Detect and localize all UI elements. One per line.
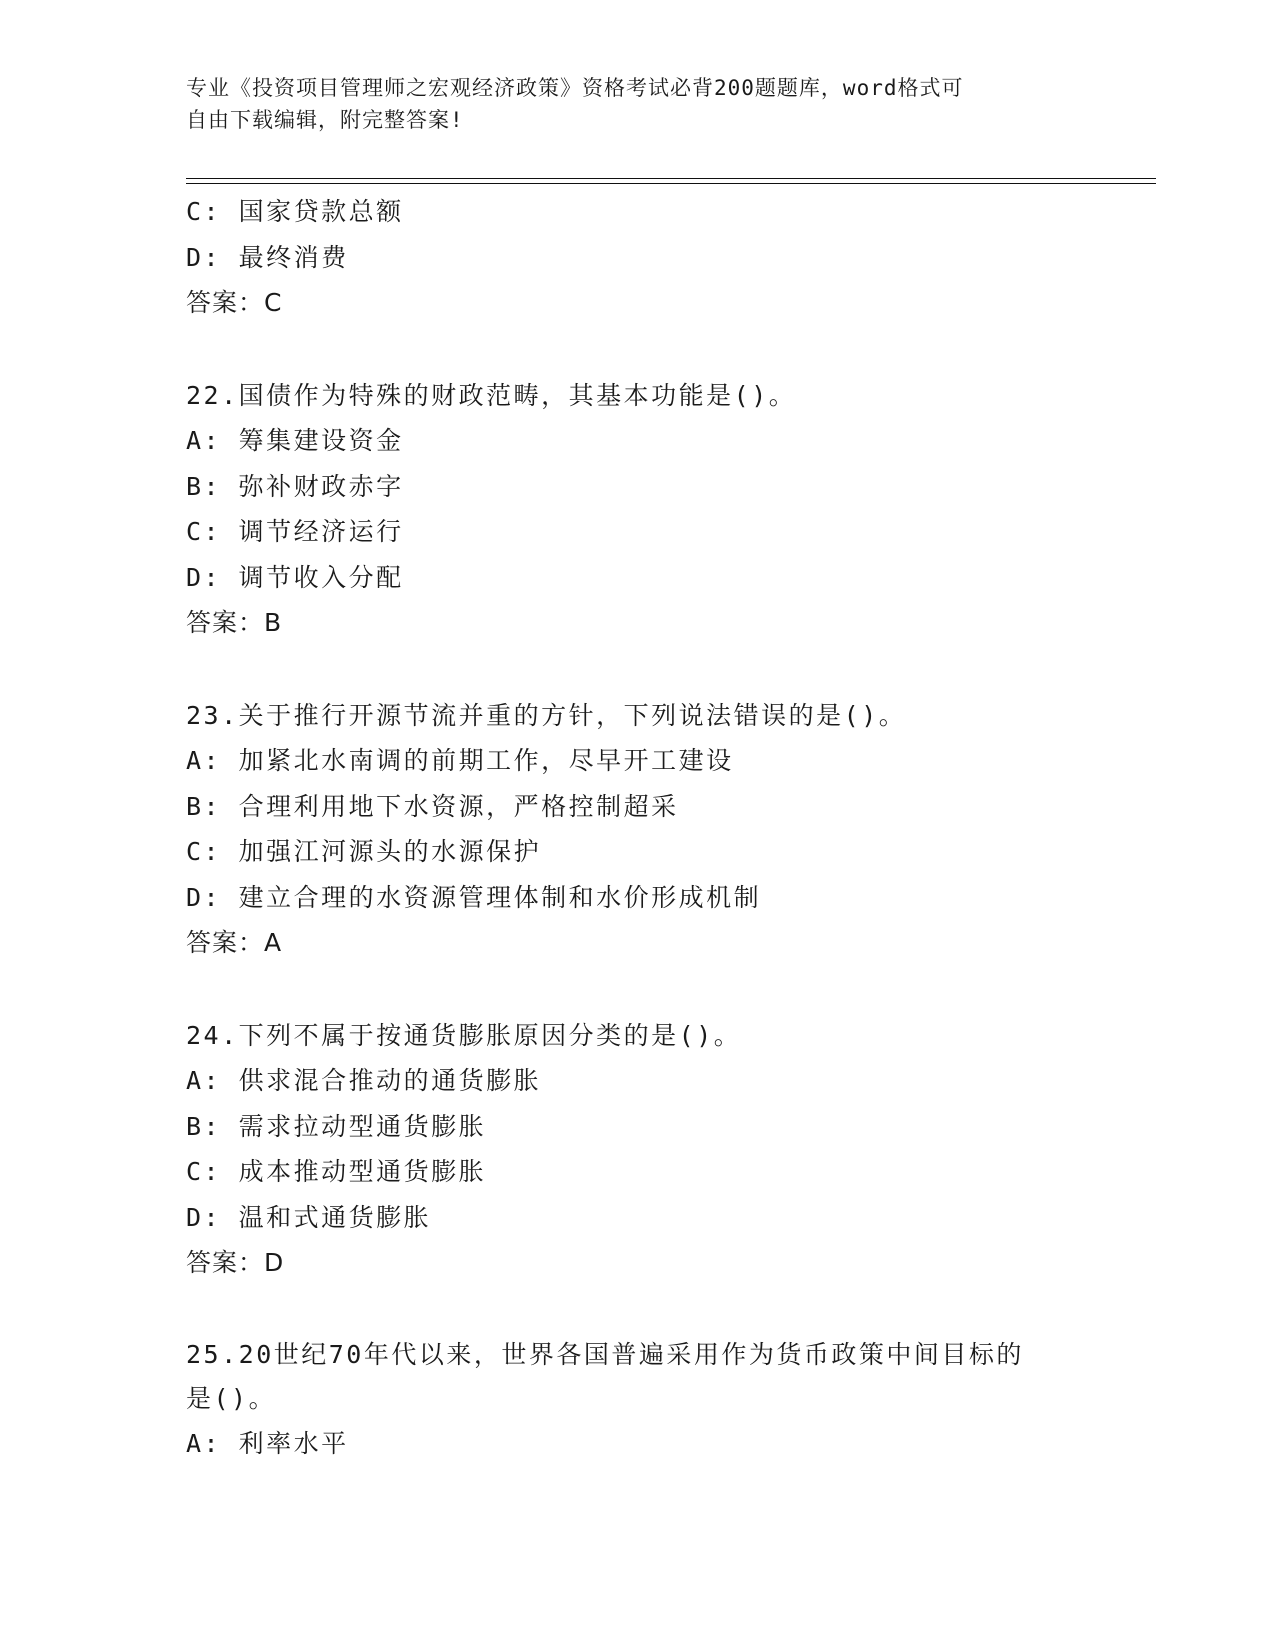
- question-text-line-2: 是()。: [186, 1383, 277, 1413]
- option-d: D: 最终消费: [186, 242, 349, 272]
- spacer: [186, 1286, 1086, 1333]
- option-d: D: 建立合理的水资源管理体制和水价形成机制: [186, 882, 762, 912]
- spacer: [186, 646, 1086, 693]
- question-list: [186, 189, 1086, 1466]
- option-b: B: 需求拉动型通货膨胀: [186, 1111, 487, 1141]
- spacer: [186, 326, 1086, 373]
- question-21: [186, 189, 1086, 326]
- spacer: [186, 966, 1086, 1013]
- answer: 答案：B: [186, 608, 283, 637]
- option-a: A: 筹集建设资金: [186, 426, 404, 455]
- question-22: [186, 373, 1086, 646]
- option-c: C: 国家贷款总额: [186, 197, 404, 226]
- question-text: 24.下列不属于按通货膨胀原因分类的是()。: [186, 1020, 742, 1050]
- header-line-1: 专业《投资项目管理师之宏观经济政策》资格考试必背200题题库，word格式可: [186, 76, 964, 100]
- answer: 答案：A: [186, 928, 283, 957]
- header-line-2: 自由下载编辑，附完整答案!: [186, 108, 464, 132]
- option-b: B: 合理利用地下水资源，严格控制超采: [186, 791, 679, 821]
- option-a: A: 供求混合推动的通货膨胀: [186, 1066, 542, 1095]
- header-divider-top: [186, 178, 1156, 179]
- option-d: D: 调节收入分配: [186, 562, 404, 592]
- answer: 答案：C: [186, 288, 283, 317]
- option-d: D: 温和式通货膨胀: [186, 1202, 432, 1232]
- header-divider-bottom: [186, 183, 1156, 184]
- question-text-line-1: 25.20世纪70年代以来，世界各国普遍采用作为货币政策中间目标的: [186, 1339, 1024, 1369]
- question-text: 23.关于推行开源节流并重的方针，下列说法错误的是()。: [186, 700, 907, 730]
- question-23: [186, 693, 1086, 966]
- option-b: B: 弥补财政赤字: [186, 471, 404, 501]
- question-25: [186, 1333, 1086, 1467]
- option-a: A: 利率水平: [186, 1428, 349, 1458]
- option-c: C: 调节经济运行: [186, 517, 404, 546]
- option-c: C: 成本推动型通货膨胀: [186, 1157, 487, 1186]
- question-24: [186, 1013, 1086, 1286]
- option-a: A: 加紧北水南调的前期工作，尽早开工建设: [186, 746, 734, 775]
- question-text: 22.国债作为特殊的财政范畴，其基本功能是()。: [186, 380, 797, 410]
- document-header: [186, 72, 1066, 136]
- answer: 答案：D: [186, 1248, 285, 1277]
- option-c: C: 加强江河源头的水源保护: [186, 837, 542, 866]
